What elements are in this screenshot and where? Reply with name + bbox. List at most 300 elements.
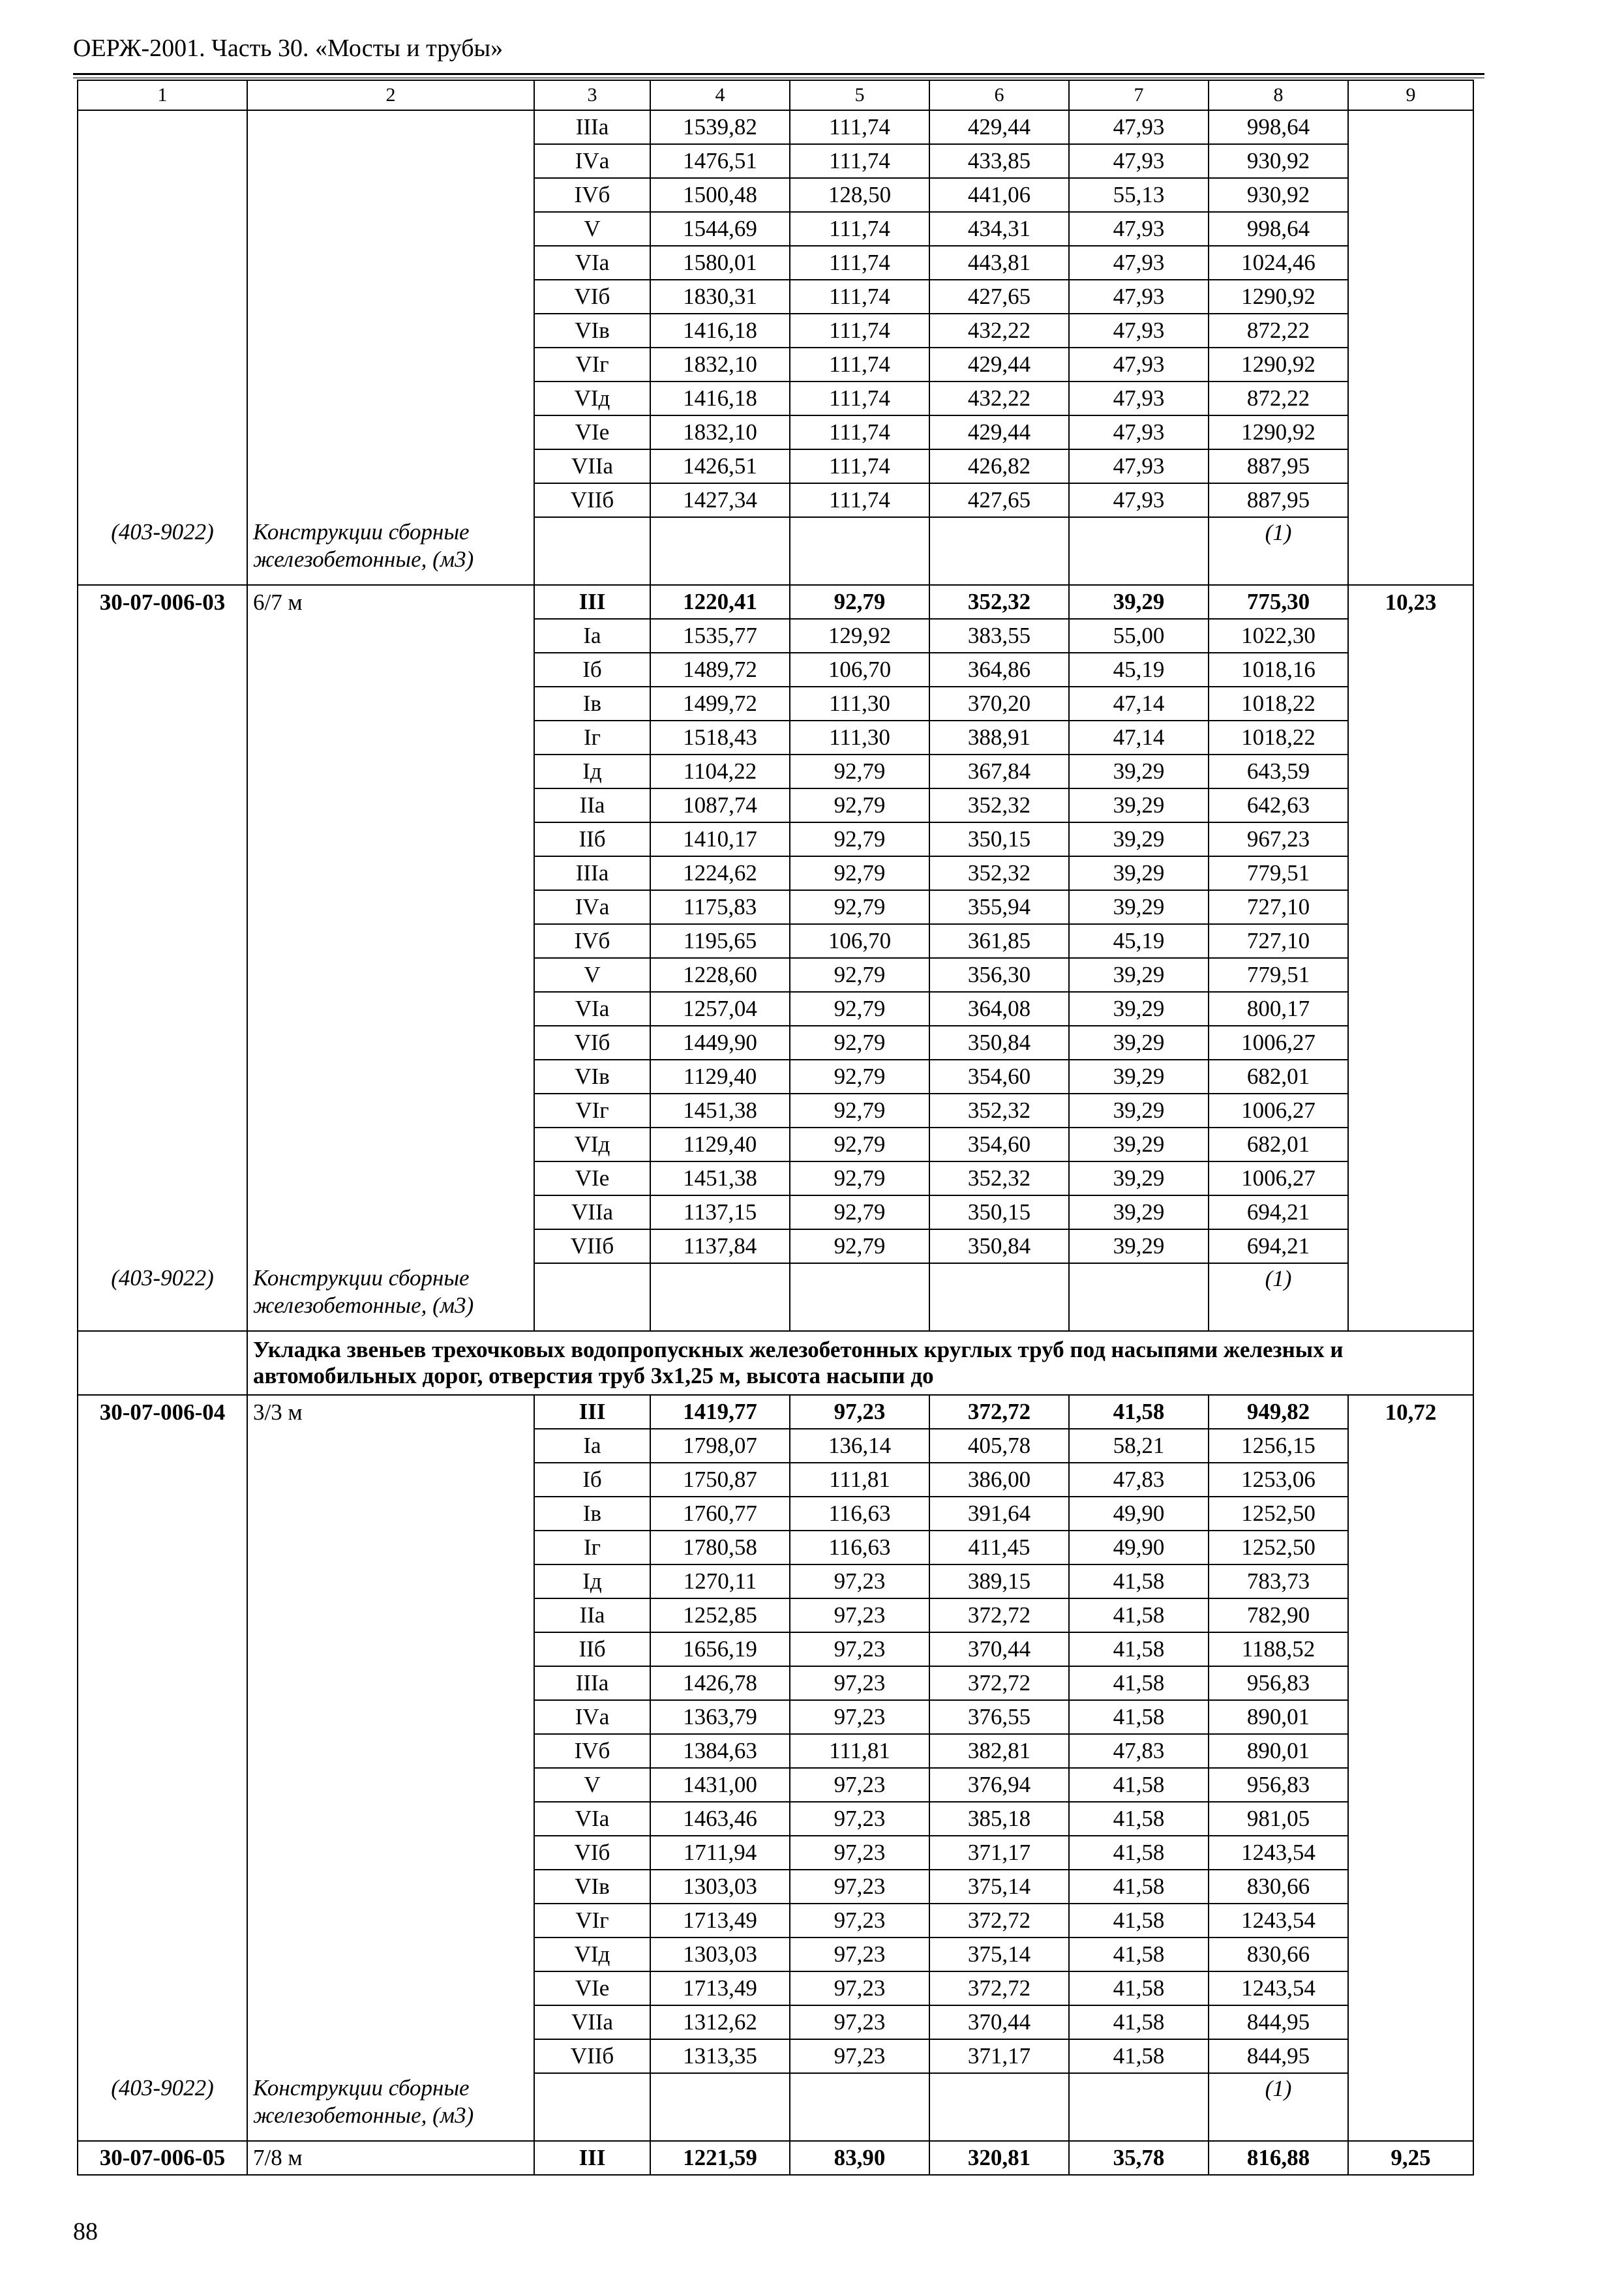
rate-code xyxy=(78,1870,247,1904)
labor-value xyxy=(1348,415,1473,449)
price-value: 370,20 xyxy=(929,687,1069,721)
labor-value xyxy=(1348,1229,1473,1263)
price-value: 1290,92 xyxy=(1209,348,1348,382)
rate-code xyxy=(78,1632,247,1666)
zone-code: III xyxy=(534,2141,650,2175)
labor-value xyxy=(1348,1161,1473,1195)
price-value: 92,79 xyxy=(790,788,929,822)
rate-code xyxy=(78,1060,247,1094)
price-value: 92,79 xyxy=(790,1026,929,1060)
rate-code xyxy=(78,721,247,755)
rate-code xyxy=(78,415,247,449)
price-value: 372,72 xyxy=(929,1395,1069,1429)
price-value: 872,22 xyxy=(1209,314,1348,348)
price-value: 1303,03 xyxy=(650,1937,790,1971)
price-value: 1384,63 xyxy=(650,1734,790,1768)
price-value: 1463,46 xyxy=(650,1802,790,1836)
price-value: 411,45 xyxy=(929,1531,1069,1564)
price-value: 355,94 xyxy=(929,890,1069,924)
zone-code: VIв xyxy=(534,1060,650,1094)
labor-value xyxy=(1348,110,1473,144)
labor-value xyxy=(1348,653,1473,687)
table-row xyxy=(78,924,1473,958)
labor-value xyxy=(1348,1666,1473,1700)
table-row xyxy=(78,280,1473,314)
price-value: 1713,49 xyxy=(650,1904,790,1937)
work-name xyxy=(247,1666,534,1700)
column-number: 5 xyxy=(790,80,929,110)
work-name xyxy=(247,144,534,178)
price-value: 800,17 xyxy=(1209,992,1348,1026)
price-value: 39,29 xyxy=(1069,822,1209,856)
price-value: 111,74 xyxy=(790,246,929,280)
labor-value xyxy=(1348,212,1473,246)
price-value: 92,79 xyxy=(790,1161,929,1195)
price-value: 432,22 xyxy=(929,314,1069,348)
price-value: 694,21 xyxy=(1209,1195,1348,1229)
rate-code xyxy=(78,1564,247,1598)
rate-code xyxy=(78,1026,247,1060)
price-value: 1243,54 xyxy=(1209,1971,1348,2005)
price-value: 1022,30 xyxy=(1209,619,1348,653)
work-name xyxy=(247,1802,534,1836)
price-value: 47,83 xyxy=(1069,1734,1209,1768)
price-value: 1018,22 xyxy=(1209,687,1348,721)
price-value: 116,63 xyxy=(790,1497,929,1531)
table-row xyxy=(78,2039,1473,2073)
price-value: 97,23 xyxy=(790,1632,929,1666)
price-value: 1426,78 xyxy=(650,1666,790,1700)
price-value: 1431,00 xyxy=(650,1768,790,1802)
zone-code: VIд xyxy=(534,1128,650,1161)
table-row xyxy=(78,1026,1473,1060)
price-value: 1006,27 xyxy=(1209,1094,1348,1128)
zone-code: VIе xyxy=(534,415,650,449)
work-name xyxy=(247,449,534,483)
work-name xyxy=(247,1497,534,1531)
rate-code xyxy=(78,348,247,382)
price-value: 55,13 xyxy=(1069,178,1209,212)
labor-value xyxy=(1348,958,1473,992)
work-name xyxy=(247,1632,534,1666)
labor-value xyxy=(1348,1094,1473,1128)
table-row xyxy=(78,687,1473,721)
price-value: 1006,27 xyxy=(1209,1161,1348,1195)
work-name xyxy=(247,280,534,314)
price-value: 45,19 xyxy=(1069,924,1209,958)
column-number: 8 xyxy=(1209,80,1348,110)
price-value: 1499,72 xyxy=(650,687,790,721)
labor-value xyxy=(1348,856,1473,890)
labor-value xyxy=(1348,1531,1473,1564)
resource-code: (403-9022) xyxy=(78,2073,247,2141)
zone-code: Iг xyxy=(534,721,650,755)
zone-code: VIд xyxy=(534,1937,650,1971)
table-row xyxy=(78,1094,1473,1128)
table-row xyxy=(78,1128,1473,1161)
labor-value: 10,23 xyxy=(1348,585,1473,619)
rate-code xyxy=(78,449,247,483)
price-value: 389,15 xyxy=(929,1564,1069,1598)
labor-value xyxy=(1348,280,1473,314)
rate-code xyxy=(78,1802,247,1836)
rate-code: 30-07-006-03 xyxy=(78,585,247,619)
column-number: 7 xyxy=(1069,80,1209,110)
price-value: 97,23 xyxy=(790,1937,929,1971)
price-value: 1252,85 xyxy=(650,1598,790,1632)
zone-code: IIа xyxy=(534,1598,650,1632)
price-value: 370,44 xyxy=(929,1632,1069,1666)
table-row xyxy=(78,1700,1473,1734)
empty-cell xyxy=(929,1263,1069,1331)
column-number: 9 xyxy=(1348,80,1473,110)
rate-code xyxy=(78,246,247,280)
price-value: 382,81 xyxy=(929,1734,1069,1768)
labor-value xyxy=(1348,314,1473,348)
price-value: 981,05 xyxy=(1209,1802,1348,1836)
price-value: 92,79 xyxy=(790,1195,929,1229)
table-row xyxy=(78,755,1473,788)
table-row xyxy=(78,348,1473,382)
price-value: 356,30 xyxy=(929,958,1069,992)
labor-value xyxy=(1348,1128,1473,1161)
labor-value xyxy=(1348,2005,1473,2039)
price-value: 1656,19 xyxy=(650,1632,790,1666)
rate-code xyxy=(78,822,247,856)
zone-code: Iд xyxy=(534,1564,650,1598)
table-row xyxy=(78,1564,1473,1598)
price-value: 1104,22 xyxy=(650,755,790,788)
price-value: 1535,77 xyxy=(650,619,790,653)
empty-cell xyxy=(1348,2073,1473,2141)
price-value: 779,51 xyxy=(1209,856,1348,890)
price-value: 41,58 xyxy=(1069,1802,1209,1836)
rate-code xyxy=(78,314,247,348)
price-value: 385,18 xyxy=(929,1802,1069,1836)
work-name xyxy=(247,856,534,890)
price-value: 320,81 xyxy=(929,2141,1069,2175)
price-value: 92,79 xyxy=(790,822,929,856)
rate-code xyxy=(78,1463,247,1497)
labor-value xyxy=(1348,1026,1473,1060)
price-value: 352,32 xyxy=(929,585,1069,619)
price-value: 1713,49 xyxy=(650,1971,790,2005)
labor-value xyxy=(1348,619,1473,653)
price-value: 1426,51 xyxy=(650,449,790,483)
price-value: 1451,38 xyxy=(650,1161,790,1195)
table-row xyxy=(78,958,1473,992)
price-value: 998,64 xyxy=(1209,212,1348,246)
price-value: 111,74 xyxy=(790,144,929,178)
price-value: 372,72 xyxy=(929,1666,1069,1700)
table-row xyxy=(78,1937,1473,1971)
price-value: 682,01 xyxy=(1209,1060,1348,1094)
labor-value xyxy=(1348,1768,1473,1802)
price-value: 386,00 xyxy=(929,1463,1069,1497)
table-row xyxy=(78,721,1473,755)
price-value: 1006,27 xyxy=(1209,1026,1348,1060)
rate-code xyxy=(78,1700,247,1734)
price-value: 1750,87 xyxy=(650,1463,790,1497)
price-value: 47,93 xyxy=(1069,110,1209,144)
labor-value xyxy=(1348,1802,1473,1836)
labor-value xyxy=(1348,1632,1473,1666)
price-value: 41,58 xyxy=(1069,2005,1209,2039)
work-name xyxy=(247,1734,534,1768)
price-value: 111,74 xyxy=(790,314,929,348)
zone-code: IVб xyxy=(534,1734,650,1768)
rate-code xyxy=(78,212,247,246)
price-value: 111,74 xyxy=(790,449,929,483)
price-value: 111,74 xyxy=(790,212,929,246)
resource-note-row xyxy=(78,1263,1473,1331)
price-value: 727,10 xyxy=(1209,924,1348,958)
price-value: 1416,18 xyxy=(650,314,790,348)
table-row xyxy=(78,992,1473,1026)
zone-code: IIб xyxy=(534,1632,650,1666)
work-name xyxy=(247,1904,534,1937)
zone-code: Iа xyxy=(534,619,650,653)
price-value: 47,93 xyxy=(1069,246,1209,280)
price-value: 364,08 xyxy=(929,992,1069,1026)
work-name xyxy=(247,1128,534,1161)
work-name xyxy=(247,1700,534,1734)
column-number: 4 xyxy=(650,80,790,110)
price-value: 128,50 xyxy=(790,178,929,212)
table-row xyxy=(78,1429,1473,1463)
table-row xyxy=(78,1060,1473,1094)
price-value: 97,23 xyxy=(790,1700,929,1734)
zone-code: VIIа xyxy=(534,449,650,483)
zone-code: III xyxy=(534,1395,650,1429)
price-value: 830,66 xyxy=(1209,1937,1348,1971)
price-value: 41,58 xyxy=(1069,1768,1209,1802)
price-value: 371,17 xyxy=(929,2039,1069,2073)
price-value: 372,72 xyxy=(929,1598,1069,1632)
price-value: 350,84 xyxy=(929,1229,1069,1263)
zone-code: VIг xyxy=(534,348,650,382)
empty-cell xyxy=(650,1263,790,1331)
price-value: 47,93 xyxy=(1069,212,1209,246)
work-name xyxy=(247,2039,534,2073)
empty-cell xyxy=(534,517,650,585)
price-value: 930,92 xyxy=(1209,144,1348,178)
price-value: 1175,83 xyxy=(650,890,790,924)
rate-code xyxy=(78,144,247,178)
price-value: 39,29 xyxy=(1069,755,1209,788)
price-value: 405,78 xyxy=(929,1429,1069,1463)
resource-quantity: (1) xyxy=(1209,517,1348,585)
price-value: 39,29 xyxy=(1069,890,1209,924)
resource-code: (403-9022) xyxy=(78,517,247,585)
labor-value xyxy=(1348,924,1473,958)
price-value: 47,93 xyxy=(1069,144,1209,178)
price-value: 383,55 xyxy=(929,619,1069,653)
price-value: 1416,18 xyxy=(650,382,790,415)
price-value: 1290,92 xyxy=(1209,280,1348,314)
table-row xyxy=(78,1768,1473,1802)
work-name xyxy=(247,924,534,958)
rate-code xyxy=(78,958,247,992)
price-value: 1137,84 xyxy=(650,1229,790,1263)
zone-code: V xyxy=(534,1768,650,1802)
work-name: 6/7 м xyxy=(247,585,534,619)
price-value: 352,32 xyxy=(929,856,1069,890)
price-value: 350,84 xyxy=(929,1026,1069,1060)
page-number: 88 xyxy=(73,2218,98,2245)
price-value: 1363,79 xyxy=(650,1700,790,1734)
rate-code xyxy=(78,1128,247,1161)
work-name xyxy=(247,2005,534,2039)
labor-value xyxy=(1348,2039,1473,2073)
work-name xyxy=(247,1870,534,1904)
price-value: 129,92 xyxy=(790,619,929,653)
price-value: 47,93 xyxy=(1069,483,1209,517)
price-value: 432,22 xyxy=(929,382,1069,415)
labor-value xyxy=(1348,755,1473,788)
price-value: 1018,22 xyxy=(1209,721,1348,755)
price-value: 376,55 xyxy=(929,1700,1069,1734)
labor-value xyxy=(1348,992,1473,1026)
work-name xyxy=(247,958,534,992)
table-row xyxy=(78,110,1473,144)
price-value: 1798,07 xyxy=(650,1429,790,1463)
work-name xyxy=(247,1531,534,1564)
price-value: 887,95 xyxy=(1209,449,1348,483)
price-value: 372,72 xyxy=(929,1904,1069,1937)
rate-code: 30-07-006-04 xyxy=(78,1395,247,1429)
table-row xyxy=(78,178,1473,212)
table-row xyxy=(78,1195,1473,1229)
table-row xyxy=(78,1836,1473,1870)
work-name xyxy=(247,1768,534,1802)
labor-value xyxy=(1348,1463,1473,1497)
price-value: 361,85 xyxy=(929,924,1069,958)
work-name xyxy=(247,788,534,822)
price-value: 352,32 xyxy=(929,1094,1069,1128)
price-value: 426,82 xyxy=(929,449,1069,483)
zone-code: IVб xyxy=(534,178,650,212)
price-value: 643,59 xyxy=(1209,755,1348,788)
price-value: 39,29 xyxy=(1069,585,1209,619)
table-row xyxy=(78,314,1473,348)
price-value: 779,51 xyxy=(1209,958,1348,992)
price-value: 949,82 xyxy=(1209,1395,1348,1429)
price-value: 1489,72 xyxy=(650,653,790,687)
price-value: 352,32 xyxy=(929,788,1069,822)
price-value: 41,58 xyxy=(1069,1870,1209,1904)
price-value: 1243,54 xyxy=(1209,1836,1348,1870)
zone-code: Iб xyxy=(534,653,650,687)
price-value: 1018,16 xyxy=(1209,653,1348,687)
work-name xyxy=(247,619,534,653)
rate-code xyxy=(78,653,247,687)
price-value: 49,90 xyxy=(1069,1497,1209,1531)
work-name xyxy=(247,1463,534,1497)
price-value: 1832,10 xyxy=(650,415,790,449)
price-value: 775,30 xyxy=(1209,585,1348,619)
price-value: 111,74 xyxy=(790,483,929,517)
labor-value xyxy=(1348,246,1473,280)
price-value: 1270,11 xyxy=(650,1564,790,1598)
price-value: 97,23 xyxy=(790,1802,929,1836)
price-value: 116,63 xyxy=(790,1531,929,1564)
work-name xyxy=(247,178,534,212)
labor-value xyxy=(1348,721,1473,755)
price-value: 39,29 xyxy=(1069,1128,1209,1161)
zone-code: VIг xyxy=(534,1094,650,1128)
table-row xyxy=(78,483,1473,517)
price-value: 367,84 xyxy=(929,755,1069,788)
resource-note-row xyxy=(78,517,1473,585)
price-value: 372,72 xyxy=(929,1971,1069,2005)
price-value: 890,01 xyxy=(1209,1700,1348,1734)
price-value: 92,79 xyxy=(790,1128,929,1161)
labor-value xyxy=(1348,788,1473,822)
zone-code: Iг xyxy=(534,1531,650,1564)
labor-value xyxy=(1348,1700,1473,1734)
labor-value xyxy=(1348,1195,1473,1229)
price-value: 375,14 xyxy=(929,1870,1069,1904)
price-value: 1500,48 xyxy=(650,178,790,212)
table-row xyxy=(78,2141,1473,2175)
price-value: 111,74 xyxy=(790,348,929,382)
price-value: 111,81 xyxy=(790,1734,929,1768)
price-value: 1780,58 xyxy=(650,1531,790,1564)
price-value: 97,23 xyxy=(790,2039,929,2073)
price-value: 427,65 xyxy=(929,280,1069,314)
price-value: 39,29 xyxy=(1069,1060,1209,1094)
rate-code xyxy=(78,755,247,788)
work-name xyxy=(247,1564,534,1598)
price-value: 97,23 xyxy=(790,1836,929,1870)
price-value: 1243,54 xyxy=(1209,1904,1348,1937)
price-value: 39,29 xyxy=(1069,856,1209,890)
labor-value xyxy=(1348,1870,1473,1904)
rate-code: 30-07-006-05 xyxy=(78,2141,247,2175)
zone-code: VIв xyxy=(534,1870,650,1904)
price-value: 956,83 xyxy=(1209,1666,1348,1700)
table-row xyxy=(78,144,1473,178)
price-value: 429,44 xyxy=(929,415,1069,449)
price-value: 47,93 xyxy=(1069,449,1209,483)
rate-code xyxy=(78,856,247,890)
price-value: 41,58 xyxy=(1069,1666,1209,1700)
empty-cell xyxy=(1069,1263,1209,1331)
work-name xyxy=(247,348,534,382)
zone-code: VIд xyxy=(534,382,650,415)
empty-cell xyxy=(534,1263,650,1331)
work-name xyxy=(247,1094,534,1128)
price-value: 58,21 xyxy=(1069,1429,1209,1463)
empty-cell xyxy=(78,1331,247,1395)
labor-value xyxy=(1348,1734,1473,1768)
rate-code xyxy=(78,1429,247,1463)
work-name xyxy=(247,822,534,856)
price-value: 41,58 xyxy=(1069,1564,1209,1598)
empty-cell xyxy=(650,517,790,585)
price-value: 97,23 xyxy=(790,1904,929,1937)
price-value: 1087,74 xyxy=(650,788,790,822)
zone-code: VIа xyxy=(534,992,650,1026)
rate-code xyxy=(78,619,247,653)
table-row xyxy=(78,2005,1473,2039)
price-value: 39,29 xyxy=(1069,1026,1209,1060)
empty-cell xyxy=(929,2073,1069,2141)
price-value: 682,01 xyxy=(1209,1128,1348,1161)
price-value: 97,23 xyxy=(790,1870,929,1904)
price-value: 783,73 xyxy=(1209,1564,1348,1598)
